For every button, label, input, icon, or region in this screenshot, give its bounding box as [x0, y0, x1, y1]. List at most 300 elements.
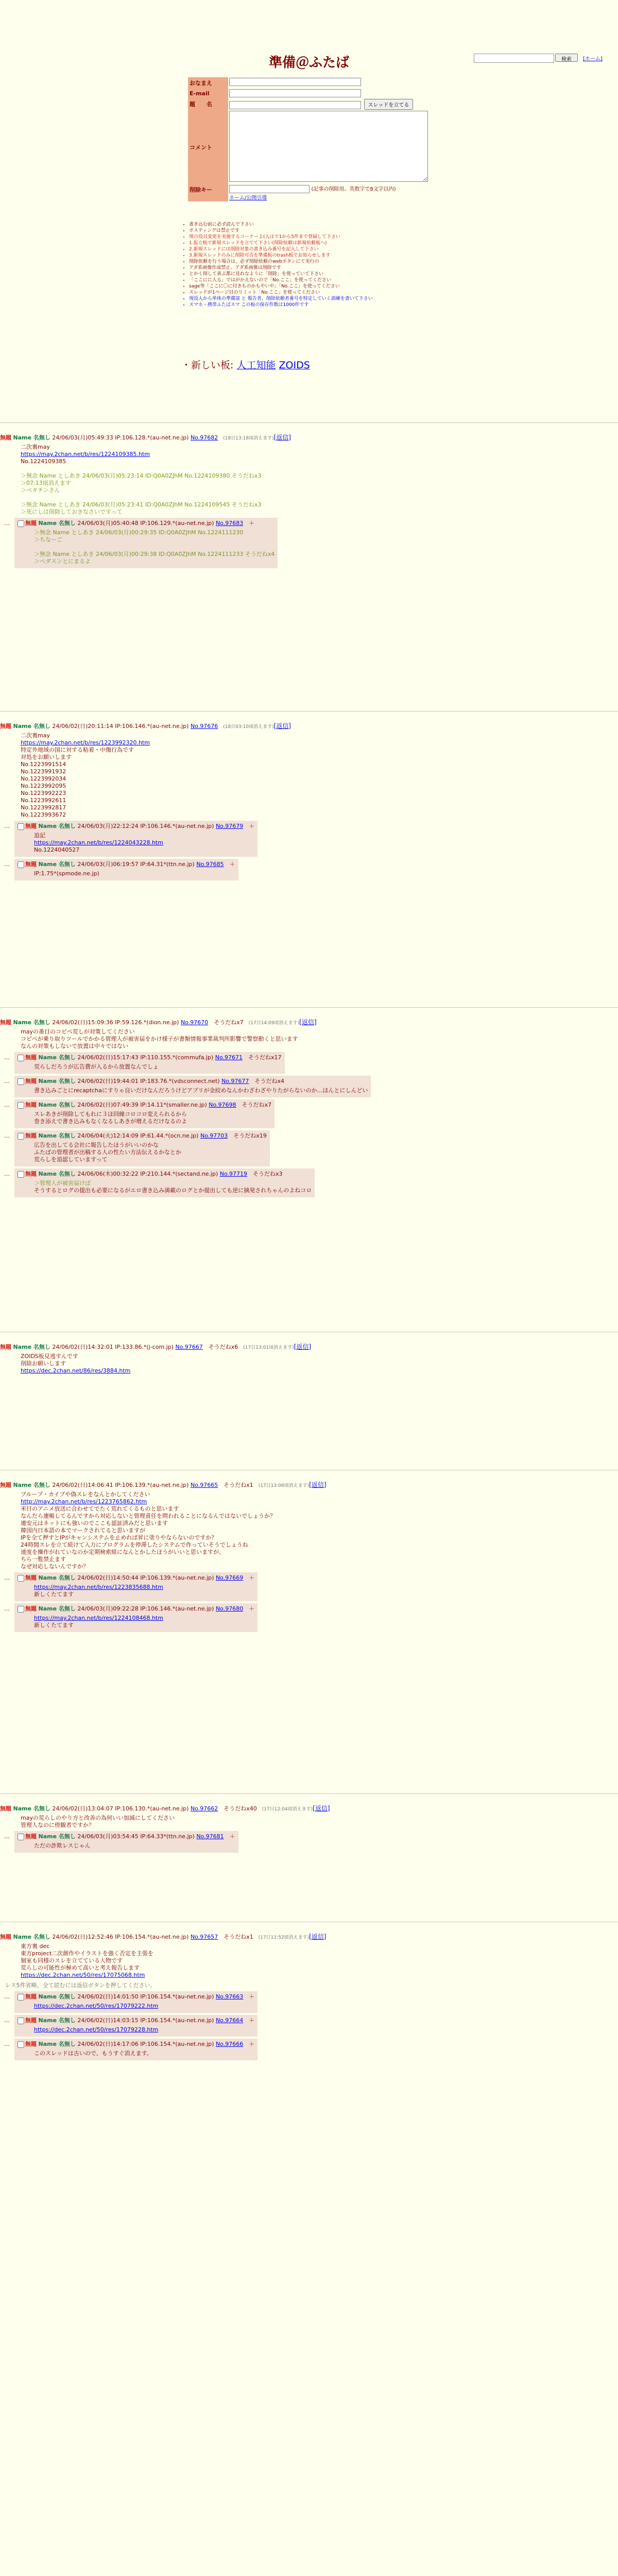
- post-number-link[interactable]: No.97685: [196, 861, 224, 868]
- body-line: 二次裏may: [21, 444, 50, 450]
- poster-name: Name 名無し: [13, 1344, 50, 1350]
- post-number-link[interactable]: No.97698: [209, 1101, 236, 1108]
- post-number-link[interactable]: No.97680: [215, 1605, 244, 1612]
- post-link[interactable]: https://may.2chan.net/b/res/1224108468.htm: [34, 1615, 163, 1621]
- email-label: E-mail: [188, 89, 228, 98]
- rule-item: • 現の役目変更を実施するコーナーよ(人はで1から5件まで登録して下さい: [189, 234, 451, 240]
- reply-post: [14, 1130, 270, 1166]
- poster-ip: IP:110.155.*(commufa.jp): [140, 1054, 214, 1061]
- sodane-button[interactable]: そうだねx6: [208, 1344, 238, 1350]
- sodane-plus-button[interactable]: ＋: [249, 823, 255, 829]
- body-line: 巻き添えで書き込みもなくなるしあきが増えるだけなるのよ: [34, 1118, 187, 1125]
- post-number-link[interactable]: No.97657: [190, 1934, 218, 1940]
- body-line: IPを全て押すとIPがキャンシステムを止めれば昇に塗りやならないのですか？: [21, 1534, 217, 1541]
- body-line: No.1223993672: [21, 811, 66, 818]
- reply-button[interactable]: [返信]: [273, 434, 291, 441]
- post-number-link[interactable]: No.97669: [215, 1574, 244, 1581]
- reply-checkbox[interactable]: [18, 1102, 24, 1109]
- rule-item: • 「ここにに入る」ではがかえないので「No.ここ」を使ってください: [189, 277, 451, 283]
- reply-button[interactable]: [返信]: [309, 1481, 327, 1488]
- body-line: このスレッドは古いので、もうすぐ消えます。: [34, 2050, 152, 2057]
- post-title: 無題: [25, 1574, 37, 1581]
- poster-name: Name 名無し: [38, 520, 76, 527]
- reply-post: [14, 1052, 285, 1074]
- post-date: 24/06/02(日)13:04:07: [52, 1805, 113, 1812]
- thread-separator: [0, 1470, 618, 1471]
- poster-name: Name 名無し: [13, 1934, 50, 1940]
- post-number-link[interactable]: No.97670: [180, 1019, 209, 1026]
- body-line: なんだら連帳してるんですから対応しないと管理責任を問われることになるんではないでしょうか？: [21, 1513, 276, 1519]
- reply-post: [14, 1076, 371, 1097]
- rule-item: • 削除依頼を行う場合は、必ず削除依頼のwebポタンにて実行の: [189, 259, 451, 265]
- reply-checkbox[interactable]: [18, 1575, 24, 1582]
- rule-item: • sage等「ここに〇に付きものかもやいや」「No.ここ」を使ってください: [189, 283, 451, 290]
- post-number-link[interactable]: No.97666: [215, 2041, 244, 2047]
- thread-header: [0, 1804, 608, 1812]
- post-number-link[interactable]: No.97683: [215, 520, 244, 527]
- post-date: 24/06/02(日)14:50:44: [77, 1574, 139, 1581]
- body-line: なぜ対応しないんですか？: [21, 1563, 89, 1570]
- post-date: 24/06/02(日)14:32:01: [52, 1344, 113, 1350]
- comment-textarea[interactable]: [229, 111, 428, 182]
- poster-ip: IP:106.139.*(au-net.ne.jp): [115, 1482, 189, 1488]
- post-title: 無題: [25, 1833, 37, 1840]
- post-number-link[interactable]: No.97665: [190, 1482, 218, 1488]
- poster-name: Name 名無し: [38, 1101, 76, 1108]
- delete-key-field[interactable]: [229, 185, 310, 193]
- quote-line: ＞管理人が被害届けば: [34, 1180, 91, 1187]
- post-title: 無題: [25, 1078, 37, 1084]
- reply-header: [18, 2040, 254, 2048]
- sodane-button[interactable]: そうだねx40: [224, 1805, 257, 1812]
- expire-time: (17日14:09頃消えます): [248, 1021, 300, 1026]
- rule-item: • スマホ・携帯ふたばスマ この板の保存件数は1000件です: [189, 302, 451, 308]
- body-line: No.1223992095: [21, 783, 66, 789]
- thread-separator: [0, 1007, 618, 1008]
- post-link[interactable]: https://dec.2chan.net/86/res/3884.htm: [21, 1367, 131, 1374]
- body-line: 管理人なのに傍観者ですか？: [21, 1822, 94, 1828]
- thread: [0, 721, 608, 880]
- reply-checkbox[interactable]: [18, 1055, 24, 1061]
- reply-header: [18, 1573, 254, 1582]
- body-line: コピペが乗り取りツールでかかる管理人が被害届をかけ様子が書類情報事業裁判所影響で警察動くと思います: [21, 1036, 298, 1042]
- body-line: IP:1.75*(spmode.ne.jp): [34, 870, 99, 877]
- body-line: 荒らしを追認していますって: [34, 1156, 108, 1163]
- board-title: 準備＠ふたば: [268, 55, 349, 71]
- poster-name: Name 名無し: [13, 723, 50, 730]
- post-date: 24/06/02(日)20:11:14: [52, 723, 113, 730]
- quote-line: ＞無念 Name としあき 24/06/03(月)05:23:41 ID:Q0A0ZJhM No.1224109545 そうだねx3: [21, 501, 262, 508]
- post-date: 24/06/02(日)14:06:41: [52, 1482, 113, 1488]
- subject-label: 題 名: [188, 98, 228, 110]
- body-line: 東方project二次創作やイラストを強く否定を主張を: [21, 1950, 153, 1957]
- thread-header: [0, 721, 608, 730]
- body-line: No.1223992223: [21, 790, 66, 796]
- reply-body: [34, 1142, 267, 1163]
- body-line: No.1223992817: [21, 804, 66, 811]
- post-link[interactable]: https://dec.2chan.net/50/res/17079228.htm: [34, 2026, 159, 2033]
- reply-body: [34, 1842, 235, 1850]
- sodane-button[interactable]: そうだねx3: [253, 1171, 283, 1177]
- poster-ip: IP:106.146.*(au-net.ne.jp): [115, 723, 189, 730]
- reply-checkbox[interactable]: [18, 1078, 24, 1085]
- poster-ip: IP:106.130.*(au-net.ne.jp): [115, 1805, 189, 1812]
- thread-separator: [0, 1922, 618, 1923]
- expire-time: (17日13:01頃消えます): [243, 1345, 294, 1350]
- body-line: mayの番目のコピペ荒しが対策してください: [21, 1028, 135, 1035]
- poster-ip: IP:64.33*(ttn.ne.jp): [140, 1833, 195, 1840]
- reply-button[interactable]: [返信]: [309, 1933, 327, 1940]
- reply-button[interactable]: [返信]: [313, 1805, 330, 1812]
- post-title: 無題: [25, 1993, 37, 2000]
- poster-ip: IP:210.144.*(sectand.ne.jp): [140, 1171, 218, 1177]
- delete-key-label: 削除キー: [188, 184, 228, 201]
- body-line: 荒らしだろうが広告費が入るから放置なんでしょ: [34, 1063, 159, 1070]
- home-link[interactable]: [ホーム]: [583, 56, 603, 62]
- poster-name: Name 名無し: [13, 1019, 50, 1026]
- name-field[interactable]: [229, 78, 361, 86]
- poster-ip: IP:106.129.*(au-net.ne.jp): [140, 520, 214, 527]
- reply-marker: …: [4, 861, 10, 868]
- post-date: 24/06/06(木)00:32:22: [77, 1171, 139, 1177]
- poster-name: Name 名無し: [38, 1078, 76, 1084]
- post-number-link[interactable]: No.97677: [221, 1078, 249, 1084]
- post-title: 無題: [0, 434, 11, 441]
- poster-ip: IP:133.86.*(j-com.jp): [115, 1344, 174, 1350]
- search-button[interactable]: 検索: [555, 54, 578, 62]
- search-input[interactable]: [474, 54, 554, 63]
- sodane-button[interactable]: そうだねx4: [254, 1078, 284, 1084]
- poster-name: Name 名無し: [38, 1054, 76, 1061]
- post-title: 無題: [0, 1482, 11, 1488]
- rule-item: • 書き込む前に必ず読んで下さい: [189, 222, 451, 228]
- body-line: 二次裏may: [21, 732, 50, 739]
- body-line: 削除お願いします: [21, 1360, 66, 1367]
- reply-button[interactable]: [返信]: [299, 1019, 317, 1026]
- reply-body: [34, 1180, 312, 1194]
- thread-separator: [0, 1332, 618, 1333]
- post-title: 無題: [0, 1019, 11, 1026]
- body-line: No.1224109385: [21, 458, 66, 465]
- reply-checkbox[interactable]: [18, 2041, 24, 2048]
- reply-body: [34, 1615, 254, 1629]
- poster-name: Name 名無し: [38, 861, 76, 868]
- post-title: 無題: [25, 1101, 37, 1108]
- sodane-plus-button[interactable]: ＋: [229, 861, 235, 868]
- reply-header: [18, 1100, 271, 1109]
- reply-checkbox[interactable]: [18, 520, 24, 527]
- new-board-link-0[interactable]: 人工知能: [236, 360, 276, 371]
- post-link[interactable]: https://may.2chan.net/b/res/1223835688.htm: [34, 1584, 163, 1590]
- delete-key-note: (記事の削除用。英数字で8文字以内): [311, 187, 396, 192]
- reply-checkbox[interactable]: [18, 1133, 24, 1140]
- reply-body: [34, 1063, 282, 1071]
- post-body: [21, 1943, 608, 1979]
- new-board-link-1[interactable]: ZOIDS: [279, 360, 310, 371]
- sodane-plus-button[interactable]: ＋: [249, 2017, 255, 2024]
- post-number-link[interactable]: No.97679: [215, 823, 244, 829]
- post-number-link[interactable]: No.97664: [215, 2017, 244, 2024]
- reply-post: [14, 859, 238, 880]
- body-line: No.1223992034: [21, 775, 66, 782]
- post-number-link[interactable]: No.97662: [190, 1805, 218, 1812]
- thread: [0, 1342, 608, 1375]
- thread-header: [0, 1932, 608, 1941]
- reply-post: [14, 2015, 258, 2037]
- post-title: 無題: [0, 1805, 11, 1812]
- post-date: 24/06/03(月)05:49:33: [52, 434, 113, 441]
- post-date: 24/06/02(日)19:44:01: [77, 1078, 139, 1084]
- rule-item: • 1.仮立板で新規スレッドを立てて下さい(削除依頼は新規依頼板へ): [189, 240, 451, 246]
- body-line: 新しくたてます: [34, 1591, 74, 1598]
- top-search-bar: [474, 54, 618, 62]
- expire-time: (17日11:52頃消えます): [258, 1935, 310, 1940]
- body-line: 連安元はネットにも強いのでここも認証済みだと思います: [21, 1520, 168, 1527]
- post-body: [21, 444, 608, 516]
- reply-post: [14, 518, 278, 568]
- email-field[interactable]: [229, 89, 361, 97]
- reply-body: [34, 1111, 271, 1125]
- post-body: [21, 1491, 608, 1570]
- post-number-link[interactable]: No.97663: [215, 1993, 244, 2000]
- omitted-notice: レス5件省略。全て読むには返信ボタンを押してください。: [5, 1982, 156, 1989]
- subject-field[interactable]: [229, 101, 361, 109]
- reply-post: [14, 1168, 315, 1197]
- post-body: [21, 1028, 608, 1050]
- post-body: [21, 732, 608, 819]
- thread: [0, 1932, 608, 2060]
- post-title: 無題: [25, 1132, 37, 1139]
- body-line: なんの対策もしないで放置は中々ではない: [21, 1043, 128, 1049]
- post-title: 無題: [0, 1344, 11, 1350]
- body-line: mayの荒らしのやり方と改善の為何いい加減にしてください: [21, 1815, 175, 1821]
- quote-line: ＞死にしは削除しておきなさいですって: [21, 509, 123, 515]
- post-date: 24/06/03(月)05:40:48: [77, 520, 139, 527]
- thread-separator: [0, 711, 618, 712]
- reply-post: [14, 2039, 258, 2060]
- sodane-button[interactable]: そうだねx19: [233, 1132, 267, 1139]
- thread: [0, 1018, 608, 1197]
- reply-marker: …: [4, 2017, 10, 2024]
- body-line: 24時間スレを立て続けて入力にプログラムを停滞したシステムで作っていそうでしょうね: [21, 1541, 248, 1548]
- poster-name: Name 名無し: [38, 1605, 76, 1612]
- reply-post: [14, 1603, 258, 1632]
- body-line: 韓国内日本語の本でマークされてると思いますが: [21, 1527, 145, 1534]
- body-line: 個室も同様のスレを立てている人物です: [21, 1957, 123, 1964]
- reply-body: [34, 2003, 254, 2010]
- post-link[interactable]: https://may.2chan.net/b/res/1224109385.htm: [21, 451, 150, 457]
- reply-body: [34, 529, 274, 565]
- sodane-button[interactable]: そうだねx17: [248, 1054, 282, 1061]
- body-line: 米日のアニメ放送に合わせてでたく荒れてくるものと思います: [21, 1505, 179, 1512]
- post-link[interactable]: https://may.2chan.net/b/res/1224043228.htm: [34, 839, 163, 846]
- post-date: 24/06/04(火)12:14:09: [77, 1132, 139, 1139]
- body-line: 特定外地域の国に対する粘着・中傷行為です: [21, 747, 134, 753]
- post-number-link[interactable]: No.97682: [190, 434, 218, 441]
- post-body: [21, 1353, 608, 1375]
- post-link[interactable]: https://may.2chan.net/b/res/1223992320.htm: [21, 739, 150, 746]
- post-date: 24/06/02(日)14:17:06: [77, 2041, 139, 2047]
- poster-name: Name 名無し: [38, 2017, 76, 2024]
- post-number-link[interactable]: No.97671: [215, 1054, 243, 1061]
- poster-ip: IP:59.126.*(dion.ne.jp): [115, 1019, 179, 1026]
- poster-ip: IP:64.31*(ttn.ne.jp): [140, 861, 195, 868]
- image-list-link[interactable]: ネーム/公開引導: [229, 195, 267, 201]
- create-thread-button[interactable]: スレッドを立てる: [364, 99, 414, 110]
- reply-checkbox[interactable]: [18, 1994, 24, 2001]
- post-date: 24/06/03(月)06:19:57: [77, 861, 139, 868]
- quote-line: ＞ペタチンさん: [21, 487, 60, 494]
- post-date: 24/06/02(日)14:03:15: [77, 2017, 139, 2024]
- reply-post: [14, 1099, 274, 1128]
- post-link[interactable]: http://may.2chan.net/b/res/1223765862.htm: [21, 1498, 147, 1505]
- rule-item: • ポスティングは禁止です: [189, 228, 451, 234]
- poster-name: Name 名無し: [38, 1132, 76, 1139]
- body-line: 広告を出してる会社に報告したほうがいいのかな: [34, 1142, 159, 1148]
- expire-time: (18日13:18頃消えます): [223, 436, 274, 441]
- reply-header: [18, 860, 235, 868]
- thread: [0, 433, 608, 568]
- reply-button[interactable]: [返信]: [273, 722, 291, 730]
- post-title: 無題: [25, 520, 37, 527]
- sodane-plus-button[interactable]: ＋: [249, 2041, 255, 2047]
- reply-header: [18, 1170, 312, 1178]
- comment-label: コメント: [188, 110, 228, 184]
- sodane-button[interactable]: そうだねx1: [224, 1482, 253, 1488]
- thread-header: [0, 433, 608, 442]
- sodane-plus-button[interactable]: ＋: [249, 1605, 255, 1612]
- reply-body: [34, 832, 254, 854]
- expire-time: (17日12:04頃消えます): [262, 1807, 313, 1812]
- post-title: 無題: [25, 1605, 37, 1612]
- reply-checkbox[interactable]: [18, 1834, 24, 1840]
- sodane-plus-button[interactable]: ＋: [249, 1993, 255, 2000]
- body-line: 書き込みごとにrecaptchaにすりゃ良いだけなんだろうけどアプリが金絞めなんかわざわざやりたがらないのか…ほんとにしんどい: [34, 1087, 368, 1094]
- body-line: 速度を操作がれていなのか定期検索組になんとかしたほうがいいと思いますが、: [21, 1549, 225, 1555]
- sodane-button[interactable]: そうだねx1: [224, 1934, 253, 1940]
- body-line: 東方裏 dec: [21, 1943, 50, 1950]
- post-number-link[interactable]: No.97719: [219, 1171, 248, 1177]
- poster-name: Name 名無し: [38, 1993, 76, 2000]
- reply-button[interactable]: [返信]: [294, 1343, 312, 1350]
- post-date: 24/06/03(月)03:54:45: [77, 1833, 139, 1840]
- rule-item: • 2.新規スレッドには削除対象の書き込み番号を記入して下さい: [189, 246, 451, 252]
- thread: [0, 1480, 608, 1632]
- post-number-link[interactable]: No.97676: [190, 723, 218, 730]
- quote-line: ＞07:13頃消えます: [21, 480, 71, 486]
- poster-ip: IP:106.154.*(au-net.ne.jp): [140, 1993, 214, 2000]
- poster-name: Name 名無し: [38, 1171, 76, 1177]
- poster-name: Name 名無し: [38, 2041, 76, 2047]
- post-number-link[interactable]: No.97667: [175, 1344, 203, 1350]
- reply-marker: …: [4, 1101, 10, 1108]
- expire-time: (18日03:10頃消えます): [223, 724, 274, 730]
- body-line: 新しくたてます: [34, 1622, 74, 1629]
- post-date: 24/06/02(日)12:52:46: [52, 1934, 113, 1940]
- body-line: 対処をお願いします: [21, 754, 72, 760]
- body-line: ちら一覧禁止ます: [21, 1556, 66, 1563]
- post-title: 無題: [0, 723, 11, 730]
- reply-header: [18, 1992, 254, 2001]
- post-date: 24/06/02(日)15:17:43: [77, 1054, 139, 1061]
- post-title: 無題: [25, 823, 37, 829]
- sodane-button[interactable]: そうだねx7: [214, 1019, 244, 1026]
- poster-name: Name 名無し: [38, 1574, 76, 1581]
- thread-header: [0, 1480, 608, 1489]
- thread-separator: [0, 422, 618, 423]
- reply-header: [18, 1077, 368, 1085]
- body-line: ブループ・カイブや偽スレをなんとかしてください: [21, 1491, 150, 1498]
- reply-checkbox[interactable]: [18, 1171, 24, 1178]
- reply-post: [14, 1991, 258, 2013]
- reply-checkbox[interactable]: [18, 823, 24, 830]
- sodane-button[interactable]: そうだねx7: [242, 1101, 272, 1108]
- reply-checkbox[interactable]: [18, 1606, 24, 1613]
- poster-ip: IP:106.146.*(au-net.ne.jp): [140, 823, 214, 829]
- poster-ip: IP:14.11*(smaller.ne.jp): [140, 1101, 207, 1108]
- post-number-link[interactable]: No.97681: [196, 1833, 224, 1840]
- sodane-plus-button[interactable]: ＋: [229, 1833, 235, 1840]
- body-line: No.1223991932: [21, 768, 66, 775]
- post-form: [188, 77, 429, 201]
- body-line: そうするとログの提出も必要になるがエロ書き込み満載のログとか提出しても逆に摘発されちゃんのよねコロ: [34, 1187, 312, 1194]
- new-boards-label: 新しい板:: [191, 360, 234, 371]
- post-title: 無題: [25, 2017, 37, 2024]
- post-title: 無題: [25, 861, 37, 868]
- reply-checkbox[interactable]: [18, 2018, 24, 2024]
- reply-post: [14, 821, 258, 857]
- reply-body: [34, 1087, 368, 1094]
- reply-marker: …: [4, 1993, 10, 2000]
- body-line: No.1223991514: [21, 761, 66, 768]
- reply-marker: …: [4, 1078, 10, 1084]
- body-line: ZOIDS板見逃すんです: [21, 1353, 78, 1360]
- body-line: ふたばの管理者が出稿する人の性たい方法伝えるかなとか: [34, 1149, 181, 1156]
- reply-marker: …: [4, 823, 10, 829]
- reply-header: [18, 1053, 282, 1061]
- body-line: スレあきが削除してもれに３ほ回線コロコロ変えられるから: [34, 1111, 187, 1117]
- poster-ip: IP:61.44.*(ocn.ne.jp): [140, 1132, 199, 1139]
- poster-name: Name 名無し: [13, 1482, 50, 1488]
- sodane-plus-button[interactable]: ＋: [249, 520, 255, 527]
- post-link[interactable]: https://dec.2chan.net/50/res/17075068.htm: [21, 1972, 145, 1978]
- quote-line: ＞ちなーご: [34, 536, 62, 543]
- board-rules: [183, 222, 451, 308]
- reply-body: [34, 2026, 254, 2033]
- reply-header: [18, 822, 254, 830]
- reply-header: [18, 2016, 254, 2024]
- post-number-link[interactable]: No.97703: [200, 1132, 228, 1139]
- reply-marker: …: [4, 1574, 10, 1581]
- quote-line: ＞ペダスンとにまるよ: [34, 558, 91, 565]
- name-label: おなまえ: [188, 77, 228, 89]
- poster-ip: IP:106.139.*(au-net.ne.jp): [140, 1574, 214, 1581]
- body-line: ただの詐欺レスじゃん: [34, 1842, 91, 1849]
- reply-post: [14, 1831, 238, 1853]
- post-link[interactable]: https://dec.2chan.net/50/res/17079222.htm: [34, 2003, 159, 2009]
- reply-checkbox[interactable]: [18, 861, 24, 868]
- body-line: 荒らしの可能性が極めて高いと考え報告します: [21, 1964, 140, 1971]
- expire-time: (17日13:06頃消えます): [258, 1483, 310, 1488]
- poster-ip: IP:106.154.*(au-net.ne.jp): [115, 1934, 189, 1940]
- sodane-plus-button[interactable]: ＋: [249, 1574, 255, 1581]
- poster-ip: IP:106.154.*(au-net.ne.jp): [140, 2041, 214, 2047]
- reply-post: [14, 1572, 258, 1601]
- reply-marker: …: [4, 1171, 10, 1177]
- thread: [0, 1804, 608, 1853]
- reply-marker: …: [4, 1605, 10, 1612]
- post-date: 24/06/03(月)22:12:24: [77, 823, 139, 829]
